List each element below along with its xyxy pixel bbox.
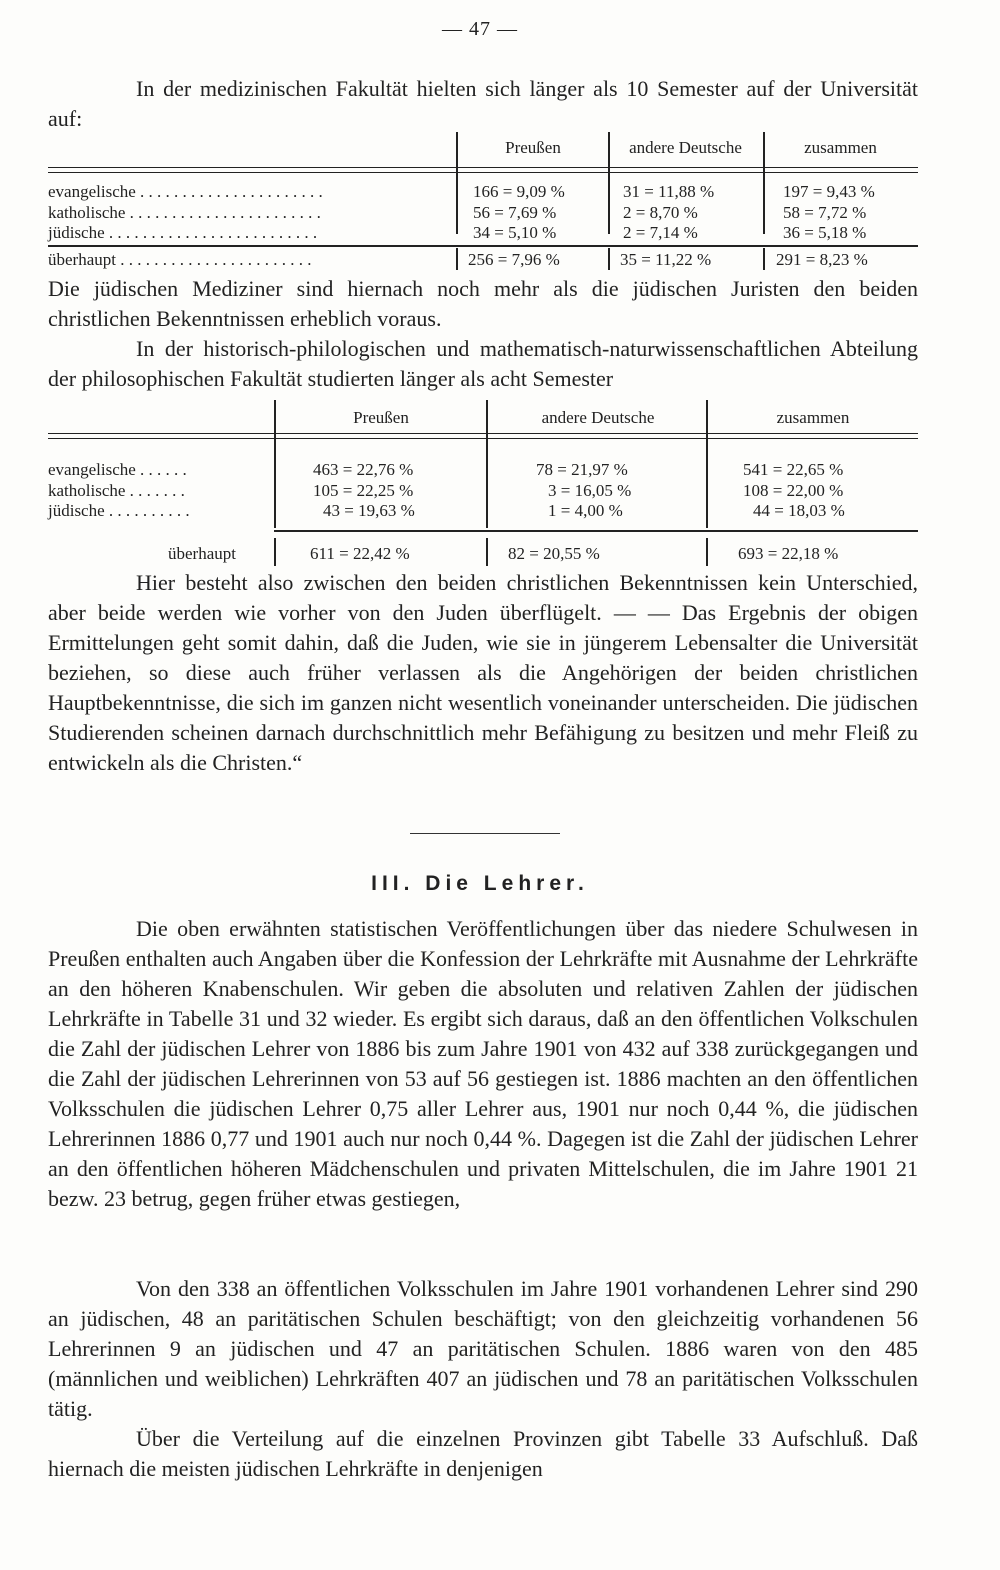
table2-cell: 44 = 18,03 % — [753, 501, 845, 520]
table1-total-divider-3 — [763, 248, 765, 270]
section-separator — [410, 833, 560, 834]
paragraph-2 — [48, 274, 918, 334]
intro-paragraph-1 — [48, 74, 918, 134]
table1-header-preussen: Preußen — [505, 138, 561, 157]
section-heading: III. Die Lehrer. — [371, 872, 589, 895]
table2-total-cell: 693 = 22,18 % — [738, 544, 839, 563]
table2-header-rule — [48, 433, 918, 434]
table1-header-zusammen: zusammen — [804, 138, 877, 157]
table1-cell: 166 = 9,09 % — [473, 182, 565, 201]
table1-total-cell: 256 = 7,96 % — [468, 250, 560, 269]
table2-divider-1 — [274, 400, 276, 528]
intro-text-1: In der medizinischen Fakultät hielten sich länger als 10 Semester auf der Universität auf: — [48, 76, 918, 131]
table1-cell: 2 = 8,70 % — [623, 203, 698, 222]
table2-total-divider-3 — [706, 538, 708, 566]
table2-divider-2 — [486, 400, 488, 528]
paragraph-5-text: Die oben erwähnten statistischen Veröffentlichungen über das niedere Schulwesen in Preußen enthalten auch Angaben über die Konfession der Lehrkräfte mit Ausnahme der Lehrkräfte an den höheren Knabenschulen. Wir geben die absoluten und relativen Zahlen der jüdischen Lehrkräfte in Tabelle 31 und 32 wieder. Es ergibt sich daraus, daß an den öffentlichen Volkschulen die Zahl der jüdischen Lehrer von 1886 bis zum Jahre 1901 von 432 auf 338 zurückgegangen und die Zahl der jüdischen Lehrerinnen von 53 auf 56 gestiegen ist. 1886 machten an den öffentlichen Volksschulen die jüdischen Lehrer 0,75 aller Lehrer aus, 1901 nur noch 0,44 %, die jüdischen Lehrerinnen 1886 0,77 und 1901 auch nur noch 0,44 %. Dagegen ist die Zahl der jüdischen Lehrer an den öffentlichen höheren Mädchenschulen und privaten Mittelschulen, die im Jahre 1901 21 bezw. 23 betrug, gegen früher etwas gestiegen, — [48, 916, 918, 1211]
table-medical-faculty — [48, 130, 918, 280]
paragraph-7 — [48, 1424, 918, 1484]
table-philosophical-faculty — [48, 398, 918, 576]
table1-divider-3 — [763, 132, 765, 234]
paragraph-4 — [48, 568, 918, 778]
table1-row-label: jüdische . . . . . . . . . . . . . . . . . . . . . . . . . — [48, 223, 318, 242]
table2-cell: 108 = 22,00 % — [743, 481, 844, 500]
table2-cell: 78 = 21,97 % — [536, 460, 628, 479]
table1-row-label: evangelische . . . . . . . . . . . . . . . . . . . . . . — [48, 182, 323, 201]
table1-header-andere: andere Deutsche — [629, 138, 742, 157]
intro-paragraph-3 — [48, 334, 918, 394]
page-number: — 47 — — [442, 18, 518, 40]
table1-total-cell: 35 = 11,22 % — [620, 250, 712, 269]
table2-total-label: überhaupt — [168, 544, 236, 563]
table1-cell: 58 = 7,72 % — [783, 203, 867, 222]
table1-cell: 31 = 11,88 % — [623, 182, 715, 201]
table1-row-label: katholische . . . . . . . . . . . . . . . . . . . . . . . — [48, 203, 321, 222]
table2-cell: 105 = 22,25 % — [313, 481, 414, 500]
table2-cell: 3 = 16,05 % — [548, 481, 632, 500]
table2-total-divider-2 — [486, 538, 488, 566]
table2-header-zusammen: zusammen — [776, 408, 850, 427]
table2-total-rule — [274, 530, 918, 532]
table2-row-label: katholische . . . . . . . — [48, 481, 185, 500]
table1-divider-2 — [608, 132, 610, 234]
table2-header-rule-2 — [48, 438, 918, 439]
table2-row-label: evangelische . . . . . . — [48, 460, 187, 479]
table1-header-rule-2 — [48, 172, 918, 173]
paragraph-5 — [48, 914, 918, 1214]
paragraph-6 — [48, 1274, 918, 1424]
table2-total-divider-1 — [274, 538, 276, 566]
table1-divider-1 — [456, 132, 458, 234]
table2-total-cell: 611 = 22,42 % — [310, 544, 410, 563]
table2-cell: 463 = 22,76 % — [313, 460, 414, 479]
table1-total-cell: 291 = 8,23 % — [776, 250, 868, 269]
table1-total-divider-1 — [456, 248, 458, 270]
table2-divider-3 — [706, 400, 708, 528]
table1-total-rule — [48, 245, 918, 247]
paragraph-4-text: Hier besteht also zwischen den beiden christlichen Bekenntnissen kein Unterschied, aber beide werden wie vorher von den Juden überflügelt. — — Das Ergebnis der obigen Ermittelungen geht somit dahin, daß die Juden, wie sie in jüngerem Lebensalter die Universität beziehen, so diese auch früher verlassen als die Angehörigen der beiden christlichen Hauptbekenntnisse, die sich im ganzen nicht wesentlich voneinander unterscheiden. Die jüdischen Studierenden scheinen darnach durchschnittlich mehr Befähigung zu besitzen und mehr Fleiß zu entwickeln als die Christen.“ — [48, 570, 918, 775]
table1-cell: 36 = 5,18 % — [783, 223, 867, 242]
table1-total-label: überhaupt . . . . . . . . . . . . . . . . . . . . . . . — [48, 250, 312, 269]
table2-header-andere: andere Deutsche — [541, 408, 655, 427]
table2-header-preussen: Preußen — [353, 408, 409, 427]
paragraph-7-text: Über die Verteilung auf die einzelnen Provinzen gibt Tabelle 33 Aufschluß. Daß hiernach die meisten jüdischen Lehrkräfte in denjenigen — [48, 1426, 918, 1481]
paragraph-6-text: Von den 338 an öffentlichen Volksschulen im Jahre 1901 vorhandenen Lehrer sind 290 an jüdischen, 48 an paritätischen Schulen beschäftigt; von den gleichzeitig vorhandenen 56 Lehrerinnen 9 an jüdischen und 47 an paritätischen Schulen. 1886 waren von den 485 (männlichen und weiblichen) Lehrkräften 407 an jüdischen und 78 an paritätischen Volksschulen tätig. — [48, 1276, 918, 1421]
table1-cell: 197 = 9,43 % — [783, 182, 875, 201]
paragraph-2-text: Die jüdischen Mediziner sind hiernach noch mehr als die jüdischen Juristen den beiden christlichen Bekenntnissen erheblich voraus. — [48, 276, 918, 331]
table1-header-rule — [48, 167, 918, 168]
table1-cell: 56 = 7,69 % — [473, 203, 557, 222]
table2-cell: 1 = 4,00 % — [548, 501, 623, 520]
table2-cell: 541 = 22,65 % — [743, 460, 844, 479]
intro-text-3: In der historisch-philologischen und mathematisch-naturwissenschaftlichen Abteilung der philosophischen Fakultät studierten länger als acht Semester — [48, 336, 918, 391]
table2-total-cell: 82 = 20,55 % — [508, 544, 600, 563]
table1-cell: 34 = 5,10 % — [473, 223, 557, 242]
table1-cell: 2 = 7,14 % — [623, 223, 698, 242]
table2-cell: 43 = 19,63 % — [323, 501, 415, 520]
table1-total-divider-2 — [608, 248, 610, 270]
table2-row-label: jüdische . . . . . . . . . . — [48, 501, 190, 520]
